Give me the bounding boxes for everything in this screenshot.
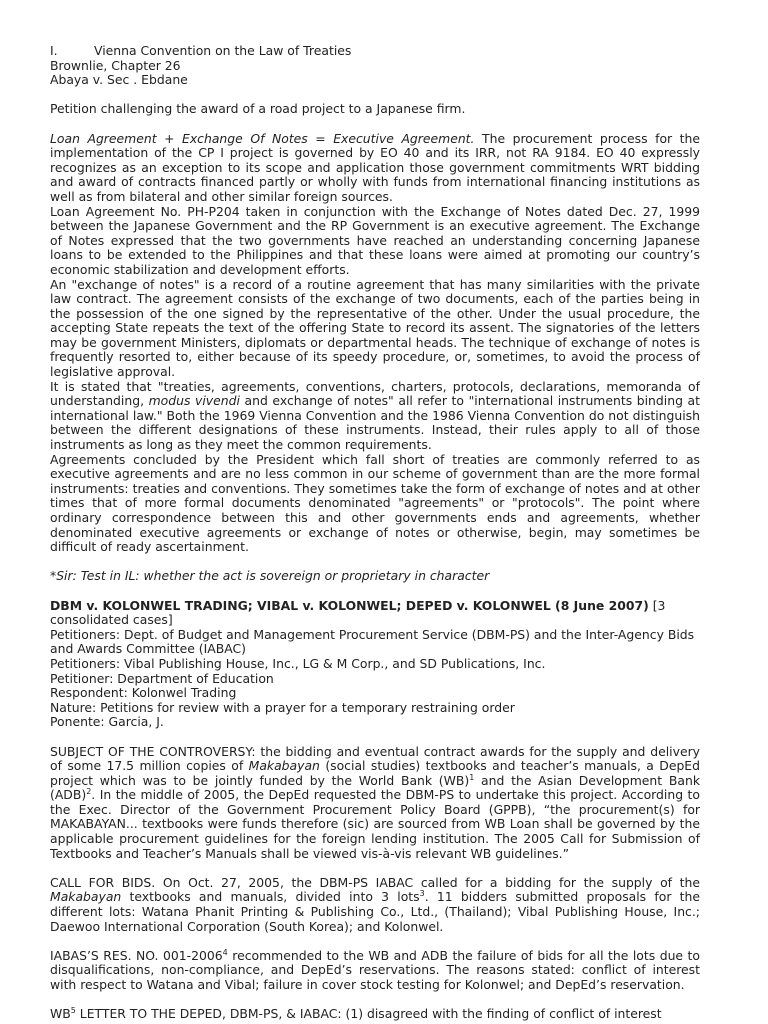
paragraph-iabas-resolution	[50, 949, 700, 993]
paragraph-loan-agreement: Loan Agreement No. PH-P204 taken in conjunction with the Exchange of Notes dated Dec. 27, 1999 between the Japanese Government and the RP Government is an executive agreement. The Exchange of Notes expressed that the two governments have reached an understanding concerning Japanese loans to be extended to the Philippines and that these loans were aimed at promoting our country’s economic stabilization and development efforts.	[50, 203, 700, 277]
case-detail-line: Respondent: Kolonwel Trading	[50, 685, 237, 701]
footnote-marker: 2	[86, 787, 92, 797]
text-run: . 11 bidders submitted proposals for the different lots: Watana Phanit Printing & Publishing Co., Ltd., (Thailand); Vibal Publishing House, Inc.; Daewoo International Corporation (South Korea); and Kolonwel.	[50, 889, 700, 934]
petition-summary: Petition challenging the award of a road project to a Japanese firm.	[50, 101, 466, 117]
paragraph-presidential-agreements: Agreements concluded by the President which fall short of treaties are commonly referred to as executive agreements and are no less common in our scheme of government than are the more formal instruments: treaties and conventions. They sometimes take the form of exchange of notes and at other times that of more formal documents denominated "agreements" or "protocols". The point where ordinary correspondence between this and other governments ends and agreements, whether denominated executive agreements or exchange of notes or otherwise, begin, may sometimes be difficult of ready ascertainment.	[50, 451, 700, 555]
italic-term: modus vivendi	[148, 393, 240, 409]
section-number: I.	[50, 43, 58, 58]
case-title-bold: DBM v. KOLONWEL TRADING; VIBAL v. KOLONWEL; DEPED v. KOLONWEL (8 June 2007)	[50, 597, 649, 613]
text-run: . In the middle of 2005, the DepEd requested the DBM-PS to undertake this project. According to the Exec. Director of the Government Procurement Policy Board (GPPB), “the procurement(s) for MAKABAYAN... textbooks were funds therefore (sic) are sourced from WB Loan shall be governed by the applicable procurement guidelines for the foreign lending institution. The 2005 Call for Submission of Textbooks and Teacher’s Manuals shall be viewed vis-à-vis relevant WB guidelines.”	[50, 787, 700, 861]
source-line: Brownlie, Chapter 26	[50, 57, 181, 73]
footnote-marker: 4	[222, 947, 228, 957]
case-title-note: [3 consolidated cases]	[50, 597, 666, 628]
case-detail-line: Nature: Petitions for review with a prayer for a temporary restraining order	[50, 699, 515, 715]
footnote-marker: 3	[419, 889, 425, 899]
document-page	[50, 44, 700, 1022]
case-detail-line: Petitioner: Department of Education	[50, 670, 274, 686]
sir-note: *Sir: Test in IL: whether the act is sovereign or proprietary in character	[50, 568, 490, 584]
paragraph-text: The procurement process for the implementation of the CP I project is governed by EO 40 and its IRR, not RA 9184. EO 40 expressly recognizes as an exception to its scope and application those government commitments WRT bidding and award of contracts financed partly or wholly with funds from international financing institutions as well as from bilateral and other similar foreign sources.	[50, 130, 700, 204]
paragraph-subject	[50, 745, 700, 862]
text-run: SUBJECT OF THE CONTROVERSY: the bidding and eventual contract awards for the supply and delivery of some 17.5 million copies of	[50, 743, 700, 774]
case-detail-line: Petitioners: Dept. of Budget and Management Procurement Service (DBM-PS) and the Inter-Agency Bids and Awards Committee (IABAC)	[50, 626, 695, 657]
case-name: Abaya v. Sec . Ebdane	[50, 72, 188, 88]
italic-term: Makabayan	[248, 758, 320, 774]
paragraph-lead: Loan Agreement + Exchange Of Notes = Executive Agreement.	[50, 130, 475, 146]
text-run: LETTER TO THE DEPED, DBM-PS, & IABAC: (1) disagreed with the finding of conflict of interest	[75, 1006, 662, 1022]
case-detail-line: Petitioners: Vibal Publishing House, Inc., LG & M Corp., and SD Publications, Inc.	[50, 655, 546, 671]
text-run: WB	[50, 1006, 71, 1022]
paragraph-instruments	[50, 380, 700, 453]
paragraph-exchange-of-notes: An "exchange of notes" is a record of a routine agreement that has many similarities with the private law contract. The agreement consists of the exchange of two documents, each of the parties being in the possession of the one signed by the representative of the other. Under the usual procedure, the accepting State repeats the text of the offering State to record its assent. The signatories of the letters may be government Ministers, diplomats or departmental heads. The technique of exchange of notes is frequently resorted to, either because of its speedy procedure, or, sometimes, to avoid the process of legislative approval.	[50, 276, 700, 380]
text-run: recommended to the WB and ADB the failure of bids for all the lots due to disqualifications, non-compliance, and DepEd’s reservations. The reasons stated: conflict of interest with respect to Watana and Vibal; failure in cover stock testing for Kolonwel; and DepEd’s reservation.	[50, 947, 700, 992]
text-run: It is stated that "treaties, agreements, conventions, charters, protocols, declarations, memoranda of understanding,	[50, 378, 700, 409]
text-run: and exchange of notes" all refer to "international instruments binding at international law." Both the 1969 Vienna Convention and the 1986 Vienna Convention do not distinguish between the different designations of these instruments. Instead, their rules apply to all of those instruments as long as they meet the common requirements.	[50, 393, 700, 453]
case-title	[50, 599, 700, 628]
section-heading	[50, 44, 700, 59]
italic-term: Makabayan	[50, 889, 122, 905]
text-run: CALL FOR BIDS. On Oct. 27, 2005, the DBM-PS IABAC called for a bidding for the supply of the	[50, 874, 700, 890]
footnote-marker: 5	[70, 1006, 76, 1016]
case-detail-line: Ponente: Garcia, J.	[50, 714, 164, 730]
footnote-marker: 1	[469, 772, 475, 782]
text-run: (social studies) textbooks and teacher’s manuals, a DepEd project which was to be jointly funded by the World Bank (WB)	[50, 758, 701, 788]
text-run: IABAS’S RES. NO. 001-2006	[50, 947, 223, 963]
section-title: Vienna Convention on the Law of Treaties	[94, 43, 352, 58]
text-run: and the Asian Development Bank (ADB)	[50, 772, 700, 803]
text-run: textbooks and manuals, divided into 3 lots	[121, 889, 420, 905]
paragraph-wb-letter	[50, 1007, 700, 1022]
paragraph-call-for-bids	[50, 876, 700, 934]
paragraph-executive-agreement	[50, 132, 700, 205]
